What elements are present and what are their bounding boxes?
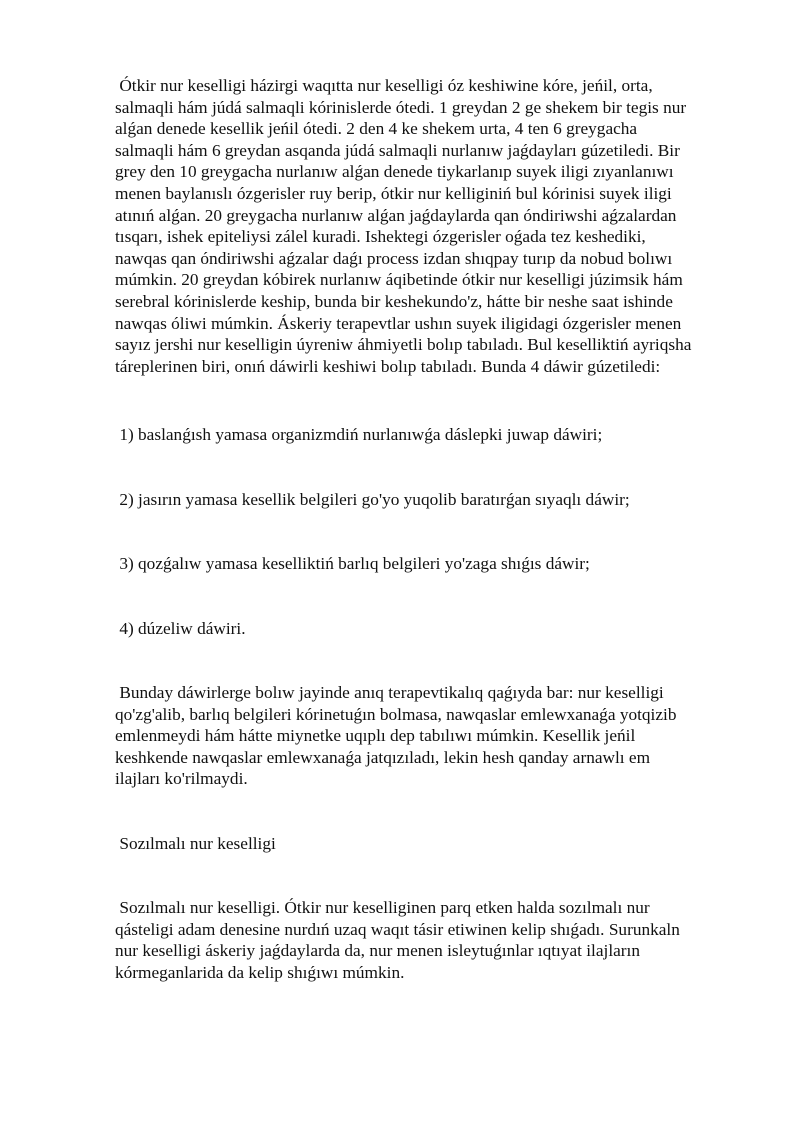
list-item-period-4: 4) dúzeliw dáwiri. (115, 619, 246, 638)
list-item-period-3: 3) qozǵalıw yamasa keselliktiń barlıq belgileri yo'zaga shıǵıs dáwir; (115, 554, 590, 573)
list-item-period-1: 1) baslanǵısh yamasa organizmdiń nurlanıwǵa dáslepki juwap dáwiri; (115, 425, 603, 444)
paragraph-therapeutic-rule: Bunday dáwirlerge bolıw jayinde anıq terapevtikalıq qaǵıyda bar: nur keselligi qo'zg'alib, barlıq belgileri kórinetuǵın bolmasa, nawqaslar emlewxanaǵa yotqizib emlenmeydi hám hátte miynetke uqıplı dep tabılıwı múmkin. Kesellik jeńil keshkende nawqaslar emlewxanaǵa jatqızıladı, lekin hesh qanday arnawlı em ilajları ko'rilmaydi. (115, 683, 677, 789)
list-item-period-2: 2) jasırın yamasa kesellik belgileri go'yo yuqolib baratırǵan sıyaqlı dáwir; (115, 490, 630, 509)
section-heading: Sozılmalı nur keselligi (115, 834, 276, 853)
paragraph-chronic-radiation-sickness: Sozılmalı nur keselligi. Ótkir nur keselliginen parq etken halda sozılmalı nur qásteligi adam denesine nurdıń uzaq waqıt tásir etiwinen kelip shıǵadı. Surunkaln nur keselligi áskeriy jaǵdaylarda da, nur menen isleytuǵınlar ıqtıyat ilajların kórmeganlarida da kelip shıǵıwı múmkin. (115, 898, 680, 982)
paragraph-acute-radiation-sickness: Ótkir nur keselligi házirgi waqıtta nur keselligi óz keshiwine kóre, jeńil, orta, salmaqli hám júdá salmaqli kórinislerde ótedi. 1 greydan 2 ge shekem bir tegis nur alǵan denede kesellik jeńil ótedi. 2 den 4 ke shekem urta, 4 ten 6 greygacha salmaqli hám 6 greydan asqanda júdá salmaqli nurlanıw jaǵdayları gúzetiledi. Bir grey den 10 greygacha nurlanıw alǵan denede tiykarlanıp suyek iligi zıyanlanıwı menen baylanıslı ózgerisler ruy berip, ótkir nur kelliginiń bul kórinisi suyek iligi atınıń alǵan. 20 greygacha nurlanıw alǵan jaǵdaylarda qan óndiriwshi aǵzalardan tısqarı, ishek epiteliysi zálel kuradi. Ishektegi ózgerisler oǵada tez keshediki, nawqas qan óndiriwshi aǵzalar daǵı process izdan shıqpay turıp da nobud bolıwı múmkin. 20 greydan kóbirek nurlanıw áqibetinde ótkir nur keselligi júzimsik hám serebral kórinislerde keship, bunda bir keshekundo'z, hátte bir neshe saat ishinde nawqas óliwi múmkin. Áskeriy terapevtlar ushın suyek iligidagi ózgerisler menen sayız jershi nur keselligin úyreniw áhmiyetli bolıp tabıladı. Bul keselliktiń ayriqsha táreplerinen biri, onıń dáwirli keshiwi bolıp tabıladı. Bunda 4 dáwir gúzetiledi: (115, 76, 692, 376)
